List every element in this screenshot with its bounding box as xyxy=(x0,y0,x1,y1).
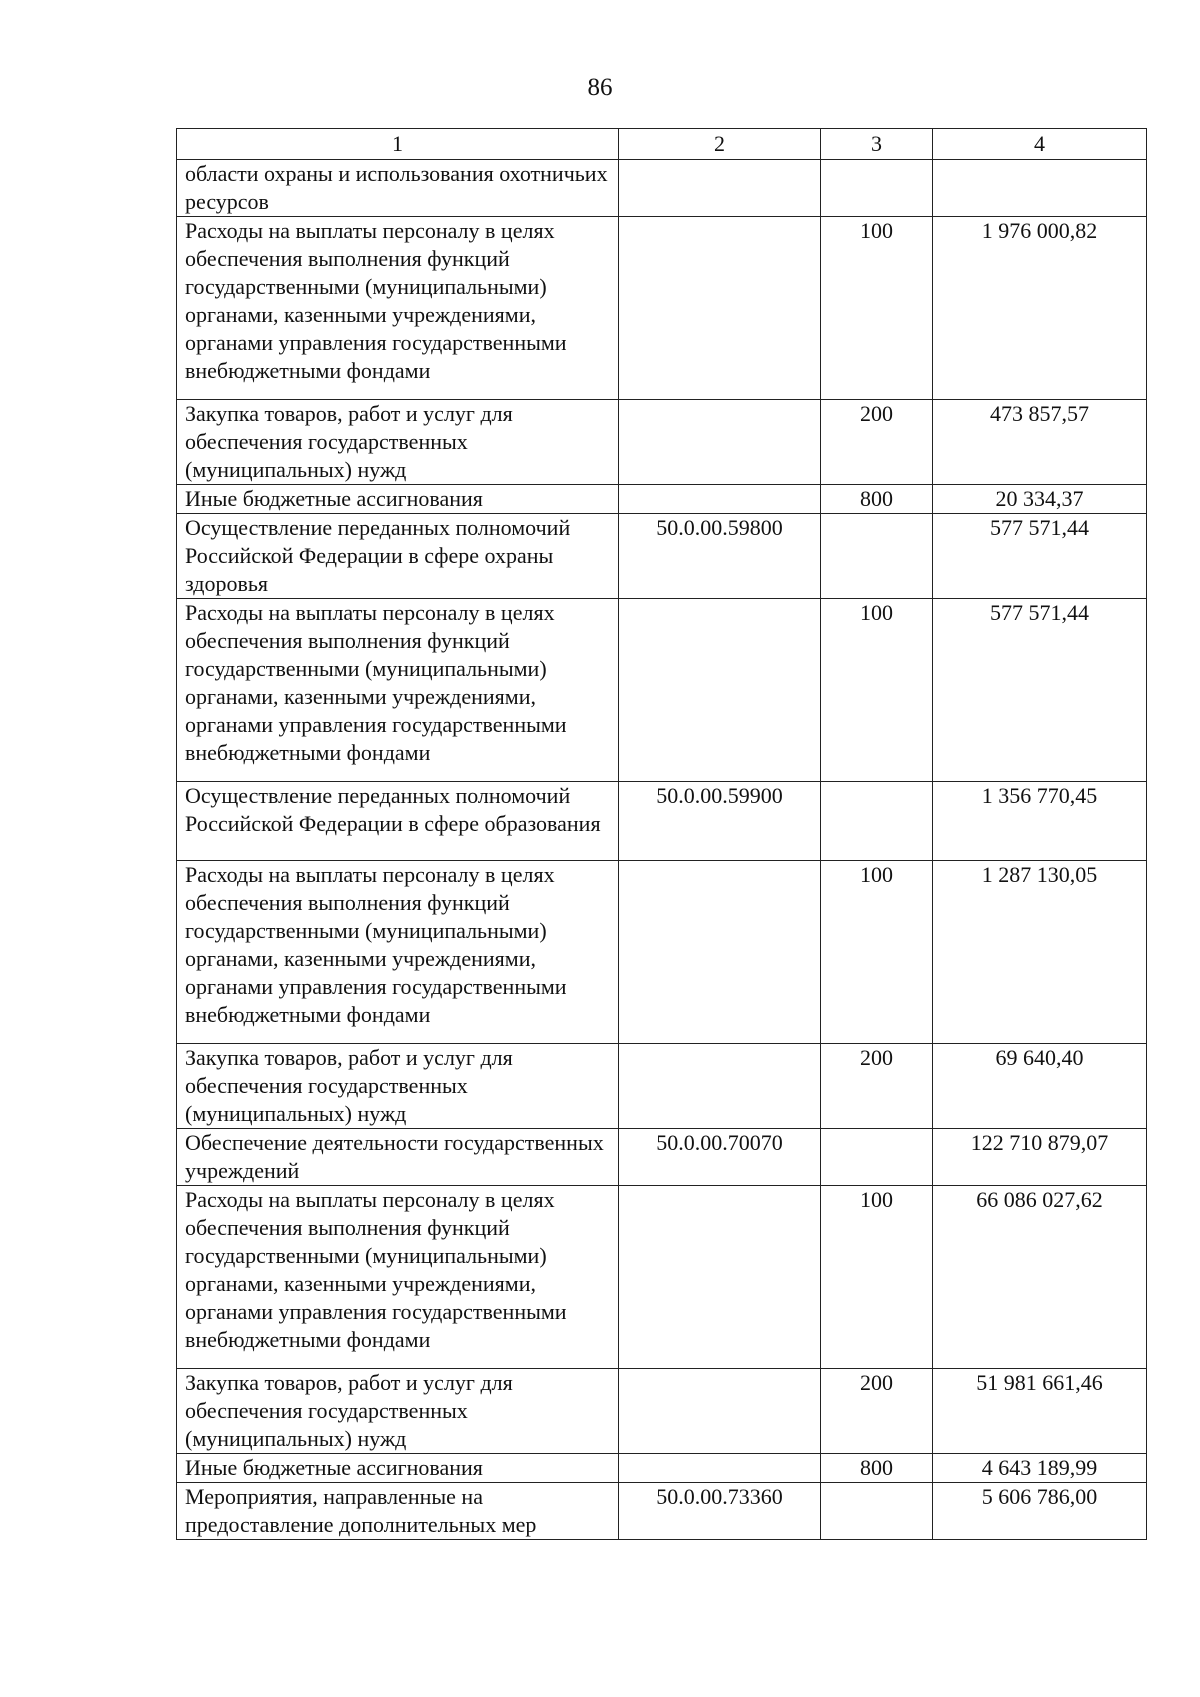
row-amount: 1 356 770,45 xyxy=(933,782,1147,861)
row-code: 50.0.00.73360 xyxy=(619,1483,821,1540)
row-kind: 100 xyxy=(821,861,933,1044)
row-name: Обеспечение деятельности государственных учреждений xyxy=(177,1129,619,1186)
row-amount: 473 857,57 xyxy=(933,400,1147,485)
row-amount: 4 643 189,99 xyxy=(933,1454,1147,1483)
table-row xyxy=(177,1044,1147,1129)
row-amount: 5 606 786,00 xyxy=(933,1483,1147,1540)
header-col-1: 1 xyxy=(177,129,619,160)
row-code xyxy=(619,1044,821,1129)
table-row xyxy=(177,1369,1147,1454)
row-name: Осуществление переданных полномочий Российской Федерации в сфере образования xyxy=(177,782,619,861)
header-col-2: 2 xyxy=(619,129,821,160)
row-name: Закупка товаров, работ и услуг для обеспечения государственных (муниципальных) нужд xyxy=(177,400,619,485)
row-name: Расходы на выплаты персоналу в целях обеспечения выполнения функций государственными (муниципальными) органами, казенными учреждениями, органами управления государственными внебюджетными фондами xyxy=(177,217,619,400)
row-name: Мероприятия, направленные на предоставление дополнительных мер xyxy=(177,1483,619,1540)
table-row xyxy=(177,1454,1147,1483)
row-name: Расходы на выплаты персоналу в целях обеспечения выполнения функций государственными (муниципальными) органами, казенными учреждениями, органами управления государственными внебюджетными фондами xyxy=(177,599,619,782)
row-amount: 577 571,44 xyxy=(933,599,1147,782)
row-code: 50.0.00.70070 xyxy=(619,1129,821,1186)
header-col-4: 4 xyxy=(933,129,1147,160)
row-name: Закупка товаров, работ и услуг для обеспечения государственных (муниципальных) нужд xyxy=(177,1044,619,1129)
row-kind: 100 xyxy=(821,217,933,400)
row-name: Закупка товаров, работ и услуг для обеспечения государственных (муниципальных) нужд xyxy=(177,1369,619,1454)
row-code xyxy=(619,485,821,514)
row-name: Расходы на выплаты персоналу в целях обеспечения выполнения функций государственными (муниципальными) органами, казенными учреждениями, органами управления государственными внебюджетными фондами xyxy=(177,861,619,1044)
table-row xyxy=(177,485,1147,514)
row-code: 50.0.00.59800 xyxy=(619,514,821,599)
row-code xyxy=(619,1186,821,1369)
row-amount: 69 640,40 xyxy=(933,1044,1147,1129)
page-number: 86 xyxy=(587,74,613,101)
table-header-row xyxy=(177,129,1147,160)
table-row xyxy=(177,599,1147,782)
row-amount: 66 086 027,62 xyxy=(933,1186,1147,1369)
row-amount: 51 981 661,46 xyxy=(933,1369,1147,1454)
row-name: Иные бюджетные ассигнования xyxy=(177,485,619,514)
row-name: Осуществление переданных полномочий Российской Федерации в сфере охраны здоровья xyxy=(177,514,619,599)
row-code: 50.0.00.59900 xyxy=(619,782,821,861)
row-kind: 200 xyxy=(821,1044,933,1129)
row-code xyxy=(619,861,821,1044)
row-amount xyxy=(933,160,1147,217)
row-kind xyxy=(821,514,933,599)
row-code xyxy=(619,1369,821,1454)
row-code xyxy=(619,160,821,217)
row-amount: 122 710 879,07 xyxy=(933,1129,1147,1186)
table-row xyxy=(177,400,1147,485)
row-kind: 800 xyxy=(821,485,933,514)
row-amount: 577 571,44 xyxy=(933,514,1147,599)
row-kind xyxy=(821,160,933,217)
table-row xyxy=(177,782,1147,861)
table-row xyxy=(177,861,1147,1044)
row-code xyxy=(619,400,821,485)
table-row xyxy=(177,217,1147,400)
table-row xyxy=(177,160,1147,217)
budget-table xyxy=(176,128,1147,1540)
row-kind: 100 xyxy=(821,599,933,782)
row-kind: 200 xyxy=(821,1369,933,1454)
row-kind xyxy=(821,782,933,861)
row-name: Расходы на выплаты персоналу в целях обеспечения выполнения функций государственными (муниципальными) органами, казенными учреждениями, органами управления государственными внебюджетными фондами xyxy=(177,1186,619,1369)
table-row xyxy=(177,514,1147,599)
row-kind: 100 xyxy=(821,1186,933,1369)
row-kind xyxy=(821,1483,933,1540)
table-row xyxy=(177,1129,1147,1186)
row-kind xyxy=(821,1129,933,1186)
row-amount: 20 334,37 xyxy=(933,485,1147,514)
row-name: области охраны и использования охотничьих ресурсов xyxy=(177,160,619,217)
row-code xyxy=(619,599,821,782)
row-kind: 800 xyxy=(821,1454,933,1483)
row-code xyxy=(619,217,821,400)
header-col-3: 3 xyxy=(821,129,933,160)
row-amount: 1 976 000,82 xyxy=(933,217,1147,400)
row-name: Иные бюджетные ассигнования xyxy=(177,1454,619,1483)
row-code xyxy=(619,1454,821,1483)
table-row xyxy=(177,1186,1147,1369)
table-row xyxy=(177,1483,1147,1540)
row-amount: 1 287 130,05 xyxy=(933,861,1147,1044)
row-kind: 200 xyxy=(821,400,933,485)
